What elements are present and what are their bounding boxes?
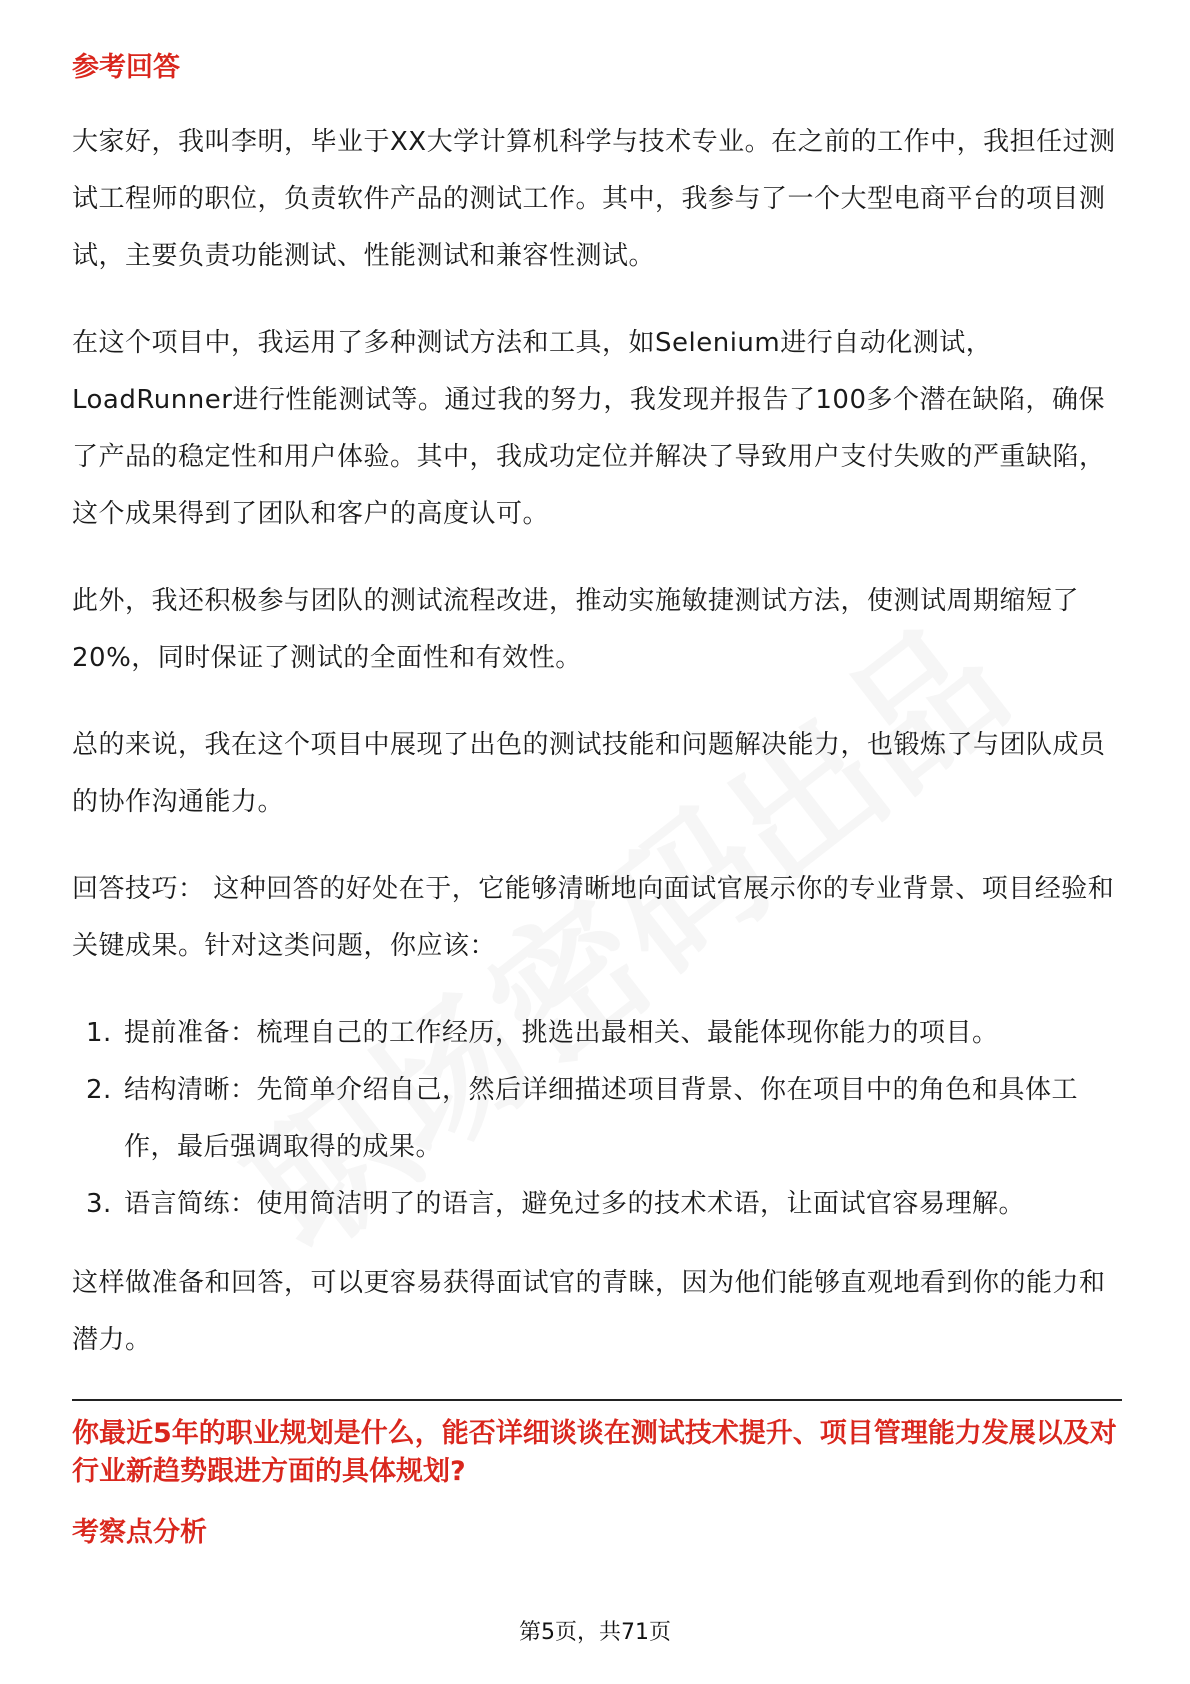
list-item-number: 1. [86,1018,112,1048]
answer-tips-paragraph: 回答技巧： 这种回答的好处在于，它能够清晰地向面试官展示你的专业背景、项目经验和关键成果。针对这类问题，你应该： [72,874,1115,961]
analysis-title: 考察点分析 [72,1517,207,1548]
page-footer: 第5页，共71页 [519,1620,671,1645]
list-item-number: 2. [86,1075,112,1105]
closing-paragraph: 这样做准备和回答，可以更容易获得面试官的青睐，因为他们能够直观地看到你的能力和潜力。 [72,1268,1106,1355]
list-item-text: 提前准备：梳理自己的工作经历，挑选出最相关、最能体现你能力的项目。 [124,1018,999,1048]
answer-paragraph-summary: 总的来说，我在这个项目中展现了出色的测试技能和问题解决能力，也锻炼了与团队成员的协作沟通能力。 [72,730,1106,817]
answer-paragraph-improvement: 此外，我还积极参与团队的测试流程改进，推动实施敏捷测试方法，使测试周期缩短了20%，同时保证了测试的全面性和有效性。 [72,586,1080,673]
tips-list [72,1005,1122,1233]
reference-answer-title: 参考回答 [72,52,180,83]
list-item-text: 结构清晰：先简单介绍自己，然后详细描述项目背景、你在项目中的角色和具体工作，最后强调取得的成果。 [124,1075,1079,1162]
list-item-number: 3. [86,1189,112,1219]
list-item-text: 语言简练：使用简洁明了的语言，避免过多的技术术语，让面试官容易理解。 [124,1189,1026,1219]
tips-list-item [72,1176,1122,1233]
page-content [72,48,1122,1553]
tips-list-item [72,1005,1122,1062]
tips-list-item [72,1062,1122,1176]
answer-paragraph-intro: 大家好，我叫李明，毕业于XX大学计算机科学与技术专业。在之前的工作中，我担任过测试工程师的职位，负责软件产品的测试工作。其中，我参与了一个大型电商平台的项目测试，主要负责功能测试、性能测试和兼容性测试。 [72,127,1116,271]
answer-paragraph-project: 在这个项目中，我运用了多种测试方法和工具，如Selenium进行自动化测试，LoadRunner进行性能测试等。通过我的努力，我发现并报告了100多个潜在缺陷，确保了产品的稳定性和用户体验。其中，我成功定位并解决了导致用户支付失败的严重缺陷，这个成果得到了团队和客户的高度认可。 [72,328,1106,529]
section-divider [72,1399,1122,1401]
next-question-heading: 你最近5年的职业规划是什么，能否详细谈谈在测试技术提升、项目管理能力发展以及对行业新趋势跟进方面的具体规划? [72,1418,1117,1487]
